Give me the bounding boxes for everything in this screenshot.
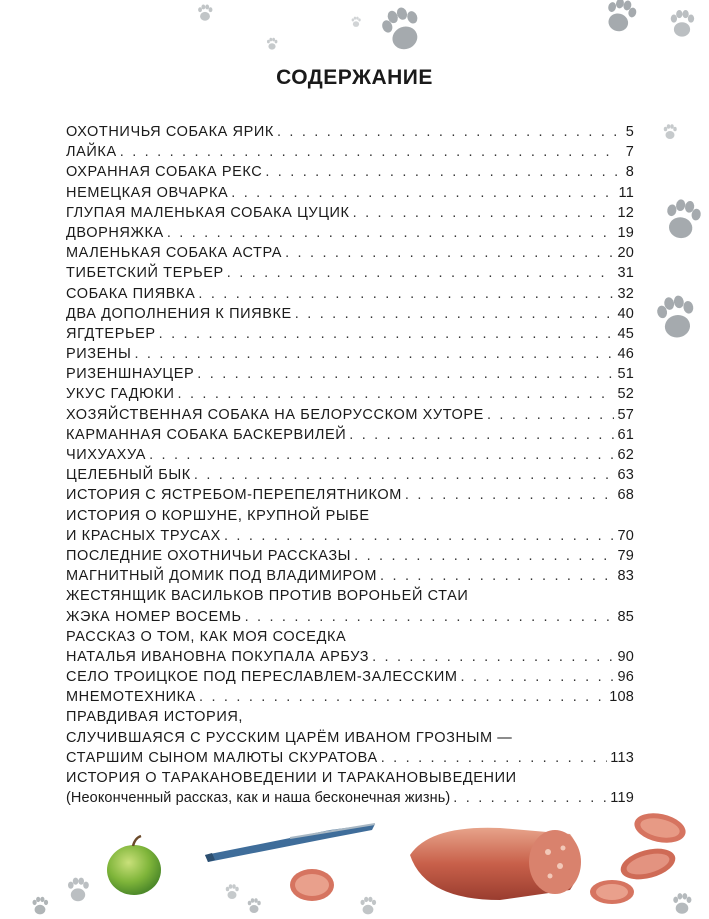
toc-entry-title: СТАРШИМ СЫНОМ МАЛЮТЫ СКУРАТОВА (66, 749, 378, 766)
toc-page-number: 12 (617, 204, 634, 221)
toc-page-number: 62 (617, 447, 634, 463)
toc-entry (66, 647, 634, 667)
toc-page-number: 40 (617, 305, 634, 322)
toc-page-number: 19 (617, 224, 634, 241)
toc-entry (66, 748, 634, 768)
toc-entry-title: МАГНИТНЫЙ ДОМИК ПОД ВЛАДИМИРОМ (66, 568, 378, 585)
toc-entry-title: РАССКАЗ О ТОМ, КАК МОЯ СОСЕДКА (66, 628, 347, 645)
toc-dot-leader (167, 223, 615, 243)
toc-dot-leader (178, 384, 615, 404)
toc-entry (66, 304, 634, 324)
toc-entry (66, 526, 634, 546)
sausage-slice-icon (617, 843, 678, 885)
knife-icon (205, 824, 375, 862)
toc-dot-leader (295, 304, 615, 324)
toc-entry (66, 728, 634, 748)
sausage-slice-icon (590, 880, 634, 904)
toc-entry-title: ЧИХУАХУА (66, 447, 147, 463)
toc-entry-title: ОХРАННАЯ СОБАКА РЕКС (66, 164, 263, 181)
toc-entry-title: СЛУЧИВШАЯСЯ С РУССКИМ ЦАРЁМ ИВАНОМ ГРОЗНЫМ — (66, 729, 513, 746)
toc-dot-leader (198, 284, 614, 304)
toc-entry (66, 405, 634, 425)
toc-entry (66, 788, 634, 808)
toc-entry (66, 465, 634, 485)
toc-page-number: 119 (610, 790, 634, 807)
toc-entry-title: ЖЭКА НОМЕР ВОСЕМЬ (66, 608, 242, 625)
toc-dot-leader (372, 647, 614, 667)
toc-entry-title: ЦЕЛЕБНЫЙ БЫК (66, 467, 191, 484)
toc-dot-leader (349, 425, 614, 445)
toc-entry (66, 364, 634, 384)
toc-entry-title: ИСТОРИЯ О КОРШУНЕ, КРУПНОЙ РЫБЕ (66, 507, 370, 524)
toc-page-number: 85 (617, 608, 634, 625)
toc-page-number: 45 (617, 325, 634, 342)
toc-dot-leader (245, 607, 615, 627)
toc-dot-leader (380, 566, 614, 586)
toc-dot-leader (149, 445, 614, 465)
toc-entry-title: ДВА ДОПОЛНЕНИЯ К ПИЯВКЕ (66, 305, 292, 322)
toc-entry-title: СОБАКА ПИЯВКА (66, 285, 196, 302)
toc-dot-leader (461, 667, 615, 687)
paw-print-icon (68, 878, 89, 902)
sausage-icon (410, 828, 581, 900)
toc-entry (66, 263, 634, 283)
toc-entry (66, 445, 634, 465)
toc-page-number: 57 (617, 406, 634, 423)
paw-print-icon (378, 3, 426, 54)
sausage-slice-icon (632, 809, 689, 847)
toc-entry (66, 384, 634, 404)
toc-dot-leader (194, 465, 615, 485)
toc-entry-title: РИЗЕНЫ (66, 346, 132, 363)
sausage-slice-icon (290, 869, 334, 901)
toc-page-number: 113 (610, 749, 634, 766)
toc-page-number: 7 (625, 144, 634, 161)
toc-dot-leader (134, 344, 614, 364)
toc-entry (66, 546, 634, 566)
toc-dot-leader (453, 788, 607, 808)
apple-icon (107, 836, 161, 895)
toc-dot-leader (277, 122, 617, 142)
toc-dot-leader (120, 142, 617, 162)
paw-prints-top-illustration (0, 0, 709, 60)
toc-entry-title: ТИБЕТСКИЙ ТЕРЬЕР (66, 265, 224, 282)
toc-entry (66, 687, 634, 707)
toc-entry-title: ГЛУПАЯ МАЛЕНЬКАЯ СОБАКА ЦУЦИК (66, 204, 350, 221)
page-title: СОДЕРЖАНИЕ (276, 66, 433, 89)
toc-page-number: 61 (617, 426, 634, 443)
toc-entry (66, 223, 634, 243)
paw-print-icon (33, 897, 49, 915)
toc-entry (66, 324, 634, 344)
toc-dot-leader (231, 183, 615, 203)
toc-entry-title: (Неоконченный рассказ, как и наша бесконечная жизнь) (66, 790, 451, 807)
toc-dot-leader (353, 203, 615, 223)
toc-dot-leader (381, 748, 608, 768)
paw-print-icon (361, 897, 377, 915)
toc-entry-title: ЯГДТЕРЬЕР (66, 325, 156, 342)
toc-dot-leader (285, 243, 614, 263)
paw-prints-right-illustration (630, 110, 709, 370)
paw-print-icon (655, 293, 698, 340)
toc-entry-title: ПРАВДИВАЯ ИСТОРИЯ, (66, 709, 244, 726)
toc-page-number: 20 (617, 245, 634, 262)
toc-entry (66, 243, 634, 263)
paw-print-icon (267, 38, 277, 50)
toc-page-number: 52 (617, 386, 634, 403)
toc-page-number: 90 (617, 648, 634, 665)
toc-entry-title: МНЕМОТЕХНИКА (66, 689, 196, 706)
toc-entry (66, 122, 634, 142)
toc-entry-title: СЕЛО ТРОИЦКОЕ ПОД ПЕРЕСЛАВЛЕМ-ЗАЛЕССКИМ (66, 669, 458, 686)
toc-entry (66, 203, 634, 223)
toc-entry-title: ОХОТНИЧЬЯ СОБАКА ЯРИК (66, 124, 274, 140)
toc-page-number: 46 (617, 346, 634, 363)
toc-entry (66, 344, 634, 364)
table-of-contents (66, 122, 634, 808)
toc-entry-title: ЖЕСТЯНЩИК ВАСИЛЬКОВ ПРОТИВ ВОРОНЬЕЙ СТАИ (66, 588, 469, 605)
paw-print-icon (664, 124, 677, 139)
toc-entry-title: УКУС ГАДЮКИ (66, 386, 175, 403)
toc-dot-leader (199, 687, 606, 707)
toc-dot-leader (487, 405, 615, 425)
toc-dot-leader (197, 364, 614, 384)
toc-entry-title: ЛАЙКА (66, 144, 117, 161)
paw-print-icon (603, 0, 639, 35)
toc-entry (66, 586, 634, 606)
toc-entry-title: ПОСЛЕДНИЕ ОХОТНИЧЬИ РАССКАЗЫ (66, 547, 352, 564)
paw-print-icon (248, 898, 261, 913)
toc-page-number: 31 (617, 265, 634, 282)
paw-print-icon (198, 4, 212, 20)
toc-dot-leader (159, 324, 615, 344)
toc-entry-title: И КРАСНЫХ ТРУСАХ (66, 527, 221, 544)
toc-dot-leader (354, 546, 614, 566)
toc-page-number: 11 (618, 184, 634, 201)
toc-entry-title: РИЗЕНШНАУЦЕР (66, 366, 195, 383)
toc-entry (66, 142, 634, 162)
toc-page-number: 79 (617, 547, 634, 564)
toc-entry (66, 506, 634, 526)
toc-dot-leader (224, 526, 615, 546)
toc-page-number: 5 (625, 124, 634, 140)
toc-entry (66, 607, 634, 627)
toc-entry-title: ИСТОРИЯ О ТАРАКАНОВЕДЕНИИ И ТАРАКАНОВЫВЕДЕНИИ (66, 770, 517, 786)
toc-entry (66, 667, 634, 687)
toc-entry-title: НЕМЕЦКАЯ ОВЧАРКА (66, 184, 229, 201)
toc-entry (66, 162, 634, 182)
toc-entry (66, 627, 634, 647)
toc-entry (66, 566, 634, 586)
toc-dot-leader (265, 162, 617, 182)
toc-page-number: 51 (617, 366, 634, 383)
toc-page-number: 32 (617, 285, 634, 302)
toc-page-number: 68 (617, 487, 634, 504)
toc-entry-title: ДВОРНЯЖКА (66, 224, 164, 241)
paw-print-icon (352, 17, 361, 27)
toc-entry (66, 425, 634, 445)
toc-page-number: 8 (625, 164, 634, 181)
toc-entry (66, 485, 634, 505)
toc-entry-title: ИСТОРИЯ С ЯСТРЕБОМ-ПЕРЕПЕЛЯТНИКОМ (66, 487, 402, 504)
toc-page-number: 63 (617, 467, 634, 484)
toc-dot-leader (227, 263, 615, 283)
paw-print-icon (671, 10, 694, 37)
paw-print-icon (226, 884, 239, 899)
toc-dot-leader (405, 485, 615, 505)
toc-entry-title: ХОЗЯЙСТВЕННАЯ СОБАКА НА БЕЛОРУССКОМ ХУТОРЕ (66, 406, 484, 423)
toc-entry (66, 284, 634, 304)
paw-print-icon (673, 893, 691, 914)
toc-page-number: 83 (617, 568, 634, 585)
toc-entry (66, 707, 634, 727)
toc-entry-title: МАЛЕНЬКАЯ СОБАКА АСТРА (66, 245, 283, 262)
toc-entry-title: НАТАЛЬЯ ИВАНОВНА ПОКУПАЛА АРБУЗ (66, 648, 370, 665)
paw-print-icon (663, 197, 703, 241)
toc-page-number: 70 (617, 527, 634, 544)
toc-entry (66, 768, 634, 788)
toc-entry (66, 183, 634, 203)
toc-page-number: 96 (617, 669, 634, 686)
bottom-illustration (0, 800, 709, 919)
toc-entry-title: КАРМАННАЯ СОБАКА БАСКЕРВИЛЕЙ (66, 426, 347, 443)
toc-page-number: 108 (609, 689, 634, 706)
